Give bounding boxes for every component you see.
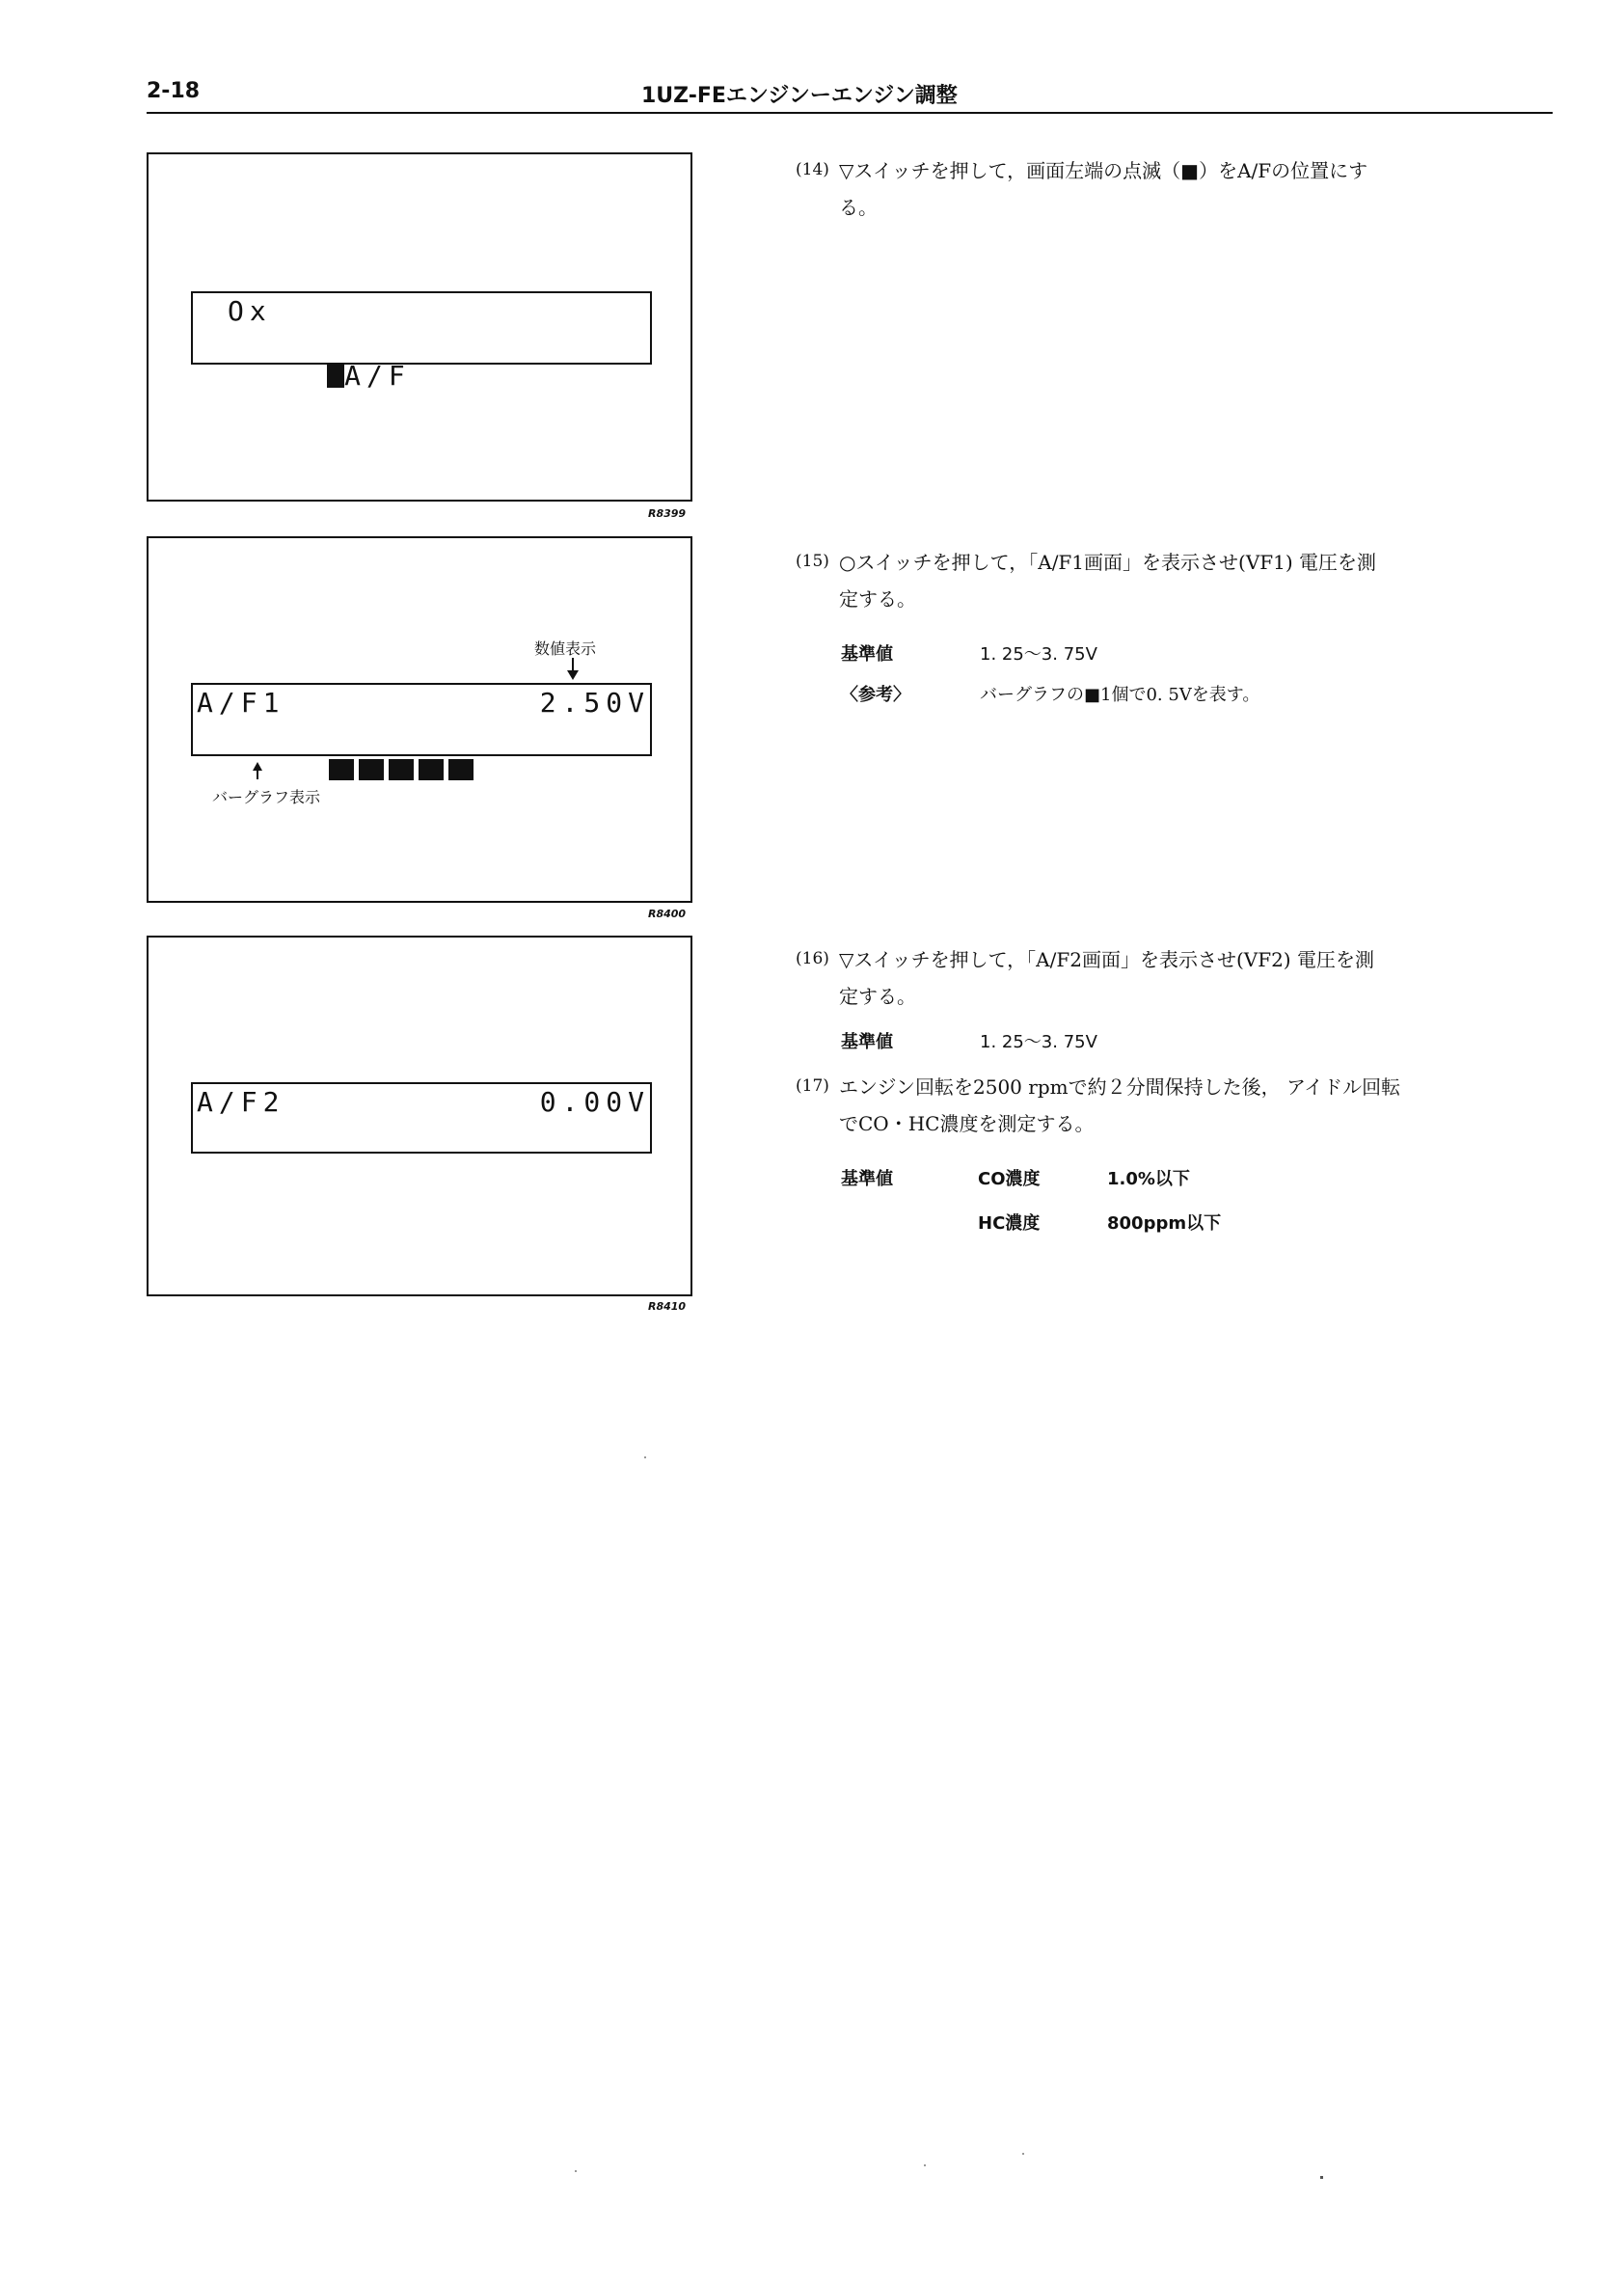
arrow-down-head-icon	[567, 670, 579, 680]
arrow-up-icon	[257, 770, 258, 779]
scan-speck	[644, 1456, 646, 1458]
step-number: (15)	[796, 552, 829, 571]
lcd-display	[191, 1082, 652, 1154]
lcd-display	[191, 683, 652, 756]
scan-speck	[1320, 2176, 1323, 2179]
figure-code: R8410	[648, 1300, 687, 1313]
co-label: CO濃度	[978, 1169, 1041, 1189]
step-number: (16)	[796, 949, 829, 968]
scan-speck	[575, 2170, 577, 2172]
figure-2	[147, 536, 692, 903]
step-number: (17)	[796, 1076, 829, 1096]
co-value: 1.0%以下	[1107, 1169, 1190, 1189]
cursor-block-icon	[327, 365, 344, 388]
spec-value: 1. 25〜3. 75V	[980, 1032, 1097, 1052]
spec-label: 基準値	[841, 1169, 893, 1189]
reference-text: バーグラフの■1個で0. 5Vを表す。	[980, 685, 1260, 705]
hc-label: HC濃度	[978, 1213, 1041, 1234]
lcd-value: 2.50V	[539, 687, 650, 719]
figure-1	[147, 152, 692, 502]
callout-value-label: 数値表示	[534, 639, 597, 658]
lcd-line-1: Ox	[228, 295, 272, 327]
bar-segment	[448, 759, 474, 780]
callout-bar-label: バーグラフ表示	[212, 788, 321, 806]
lcd-line-2: A/F	[344, 360, 411, 392]
page-number: 2-18	[147, 79, 201, 103]
spec-label: 基準値	[841, 1032, 893, 1052]
lcd-label: A/F1	[197, 687, 285, 719]
figure-3	[147, 936, 692, 1296]
step-text: ▽スイッチを押して，画面左端の点滅（■）をA/Fの位置にす る。	[839, 159, 1368, 219]
lcd-display	[191, 291, 652, 392]
figure-code: R8400	[648, 908, 687, 920]
scan-speck	[1022, 2153, 1024, 2155]
step-number: (14)	[796, 160, 829, 179]
scan-speck	[924, 2164, 926, 2166]
lcd-label: A/F2	[197, 1086, 285, 1118]
hc-value: 800ppm以下	[1107, 1213, 1222, 1234]
spec-value: 1. 25〜3. 75V	[980, 644, 1097, 665]
header-rule	[147, 112, 1553, 114]
arrow-down-icon	[572, 658, 574, 671]
figure-code: R8399	[648, 507, 687, 520]
bar-segment	[389, 759, 414, 780]
bar-segment	[419, 759, 444, 780]
lcd-value: 0.00V	[539, 1086, 650, 1118]
reference-label: 〈参考〉	[841, 685, 910, 705]
step-text: ○スイッチを押して，「A/F1画面」を表示させ(VF1) 電圧を測 定する。	[839, 551, 1377, 611]
bar-segment	[359, 759, 384, 780]
bar-segment	[329, 759, 354, 780]
step-text: エンジン回転を2500 rpmで約２分間保持した後， アイドル回転 でCO・HC濃度を測定する。	[839, 1075, 1401, 1135]
step-text: ▽スイッチを押して，「A/F2画面」を表示させ(VF2) 電圧を測 定する。	[839, 948, 1374, 1008]
spec-label: 基準値	[841, 644, 893, 665]
chapter-title: 1UZ-FEエンジンーエンジン調整	[641, 84, 958, 108]
